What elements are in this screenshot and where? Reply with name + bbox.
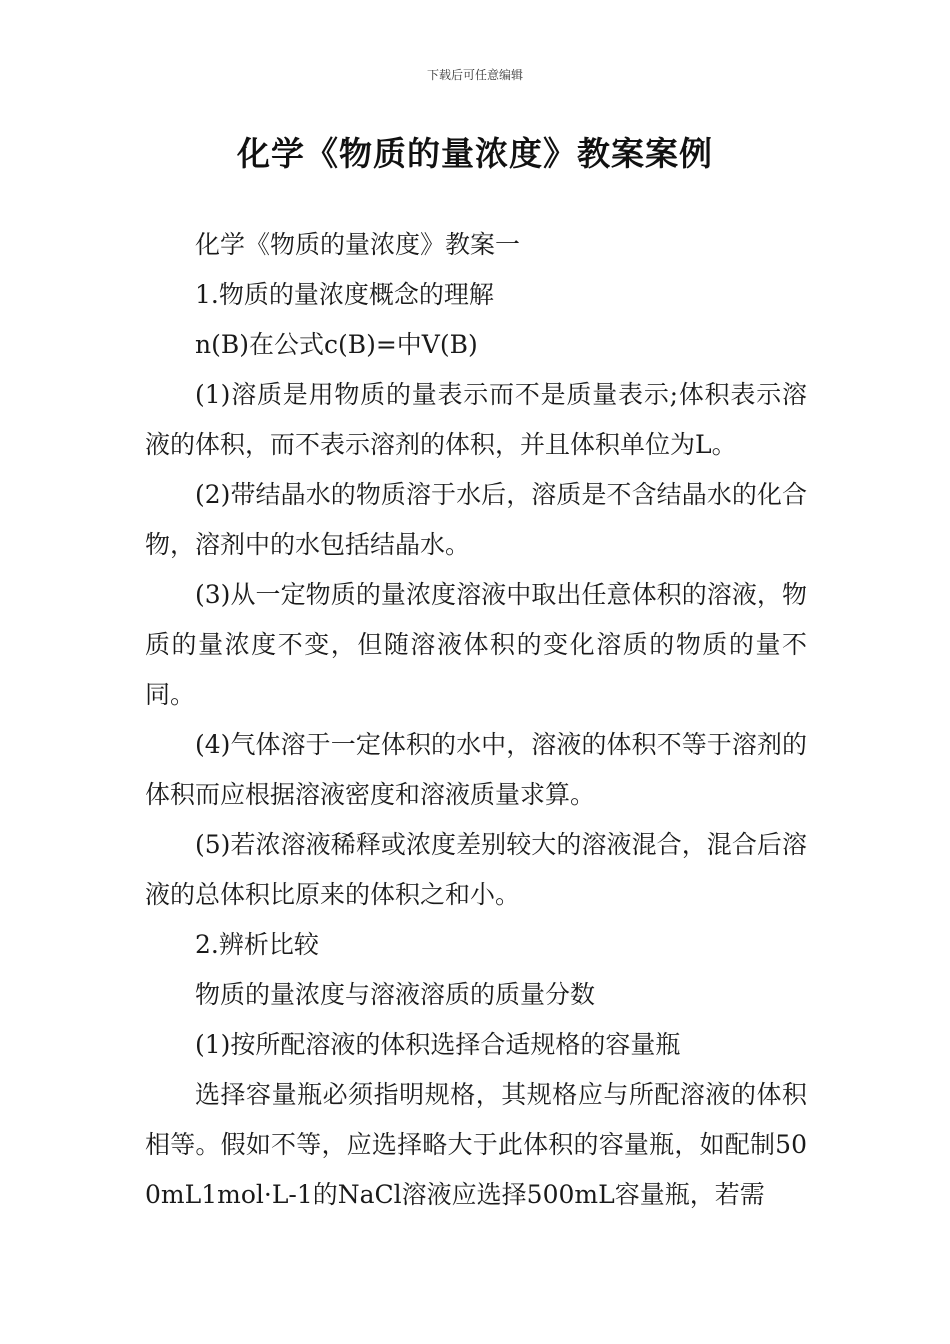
paragraph: (3)从一定物质的量浓度溶液中取出任意体积的溶液，物质的量浓度不变，但随溶液体积的变化溶质的物质的量不同。 — [145, 580, 807, 709]
paragraph: 化学《物质的量浓度》教案一 — [195, 230, 521, 259]
paragraph: 选择容量瓶必须指明规格，其规格应与所配溶液的体积相等。假如不等，应选择略大于此体积的容量瓶，如配制500mL1mol·L-1的NaCl溶液应选择500mL容量瓶，若需 — [145, 1080, 807, 1209]
paragraph: (1)溶质是用物质的量表示而不是质量表示;体积表示溶液的体积，而不表示溶剂的体积，并且体积单位为L。 — [145, 380, 807, 459]
paragraph: 2.辨析比较 — [195, 930, 319, 959]
paragraph: n(B)在公式c(B)=中V(B) — [195, 330, 478, 359]
paragraph: (2)带结晶水的物质溶于水后，溶质是不含结晶水的化合物，溶剂中的水包括结晶水。 — [145, 480, 807, 559]
paragraph: 物质的量浓度与溶液溶质的质量分数 — [195, 980, 596, 1009]
header-note: 下载后可任意编辑 — [426, 68, 523, 82]
paragraph: (4)气体溶于一定体积的水中，溶液的体积不等于溶剂的体积而应根据溶液密度和溶液质量求算。 — [145, 730, 807, 809]
paragraph: (5)若浓溶液稀释或浓度差别较大的溶液混合，混合后溶液的总体积比原来的体积之和小。 — [145, 830, 807, 909]
document-title: 化学《物质的量浓度》教案案例 — [237, 134, 713, 173]
paragraph: 1.物质的量浓度概念的理解 — [195, 280, 494, 309]
paragraph: (1)按所配溶液的体积选择合适规格的容量瓶 — [195, 1030, 681, 1059]
document-body — [145, 220, 807, 1220]
